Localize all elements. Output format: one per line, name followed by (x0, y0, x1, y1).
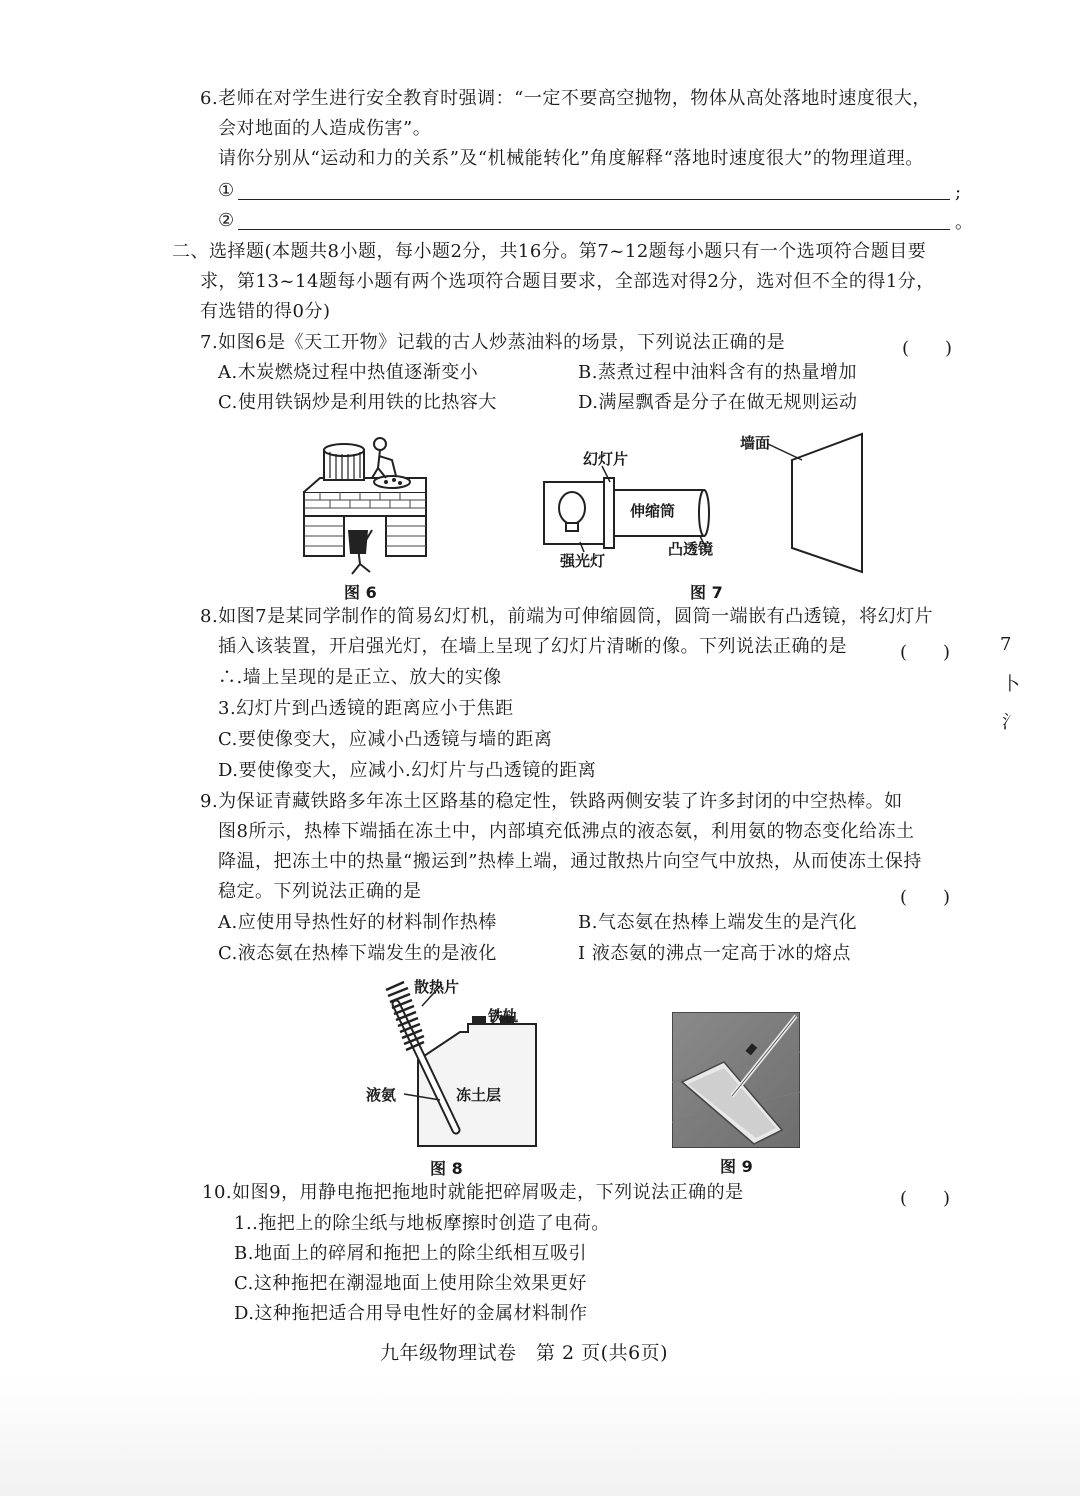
figure-7-tube-label: 伸缩筒 (630, 502, 676, 520)
q10-option-c[interactable]: C.这种拖把在潮湿地面上使用除尘效果更好 (234, 1273, 587, 1294)
q8-answer-paren[interactable]: ( ) (900, 642, 951, 663)
figure-8-heat-pipe-diagram (360, 970, 560, 1150)
figure-7-slide-label: 幻灯片 (583, 450, 629, 468)
q9-line-3: 降温，把冻土中的热量“搬运到”热棒上端，通过散热片向空气中放热，从而使冻土保持 (218, 851, 922, 872)
q10-answer-paren[interactable]: ( ) (900, 1188, 951, 1209)
q9-option-a[interactable]: A.应使用导热性好的材料制作热棒 (218, 912, 497, 933)
q9-line-2: 图8所示，热棒下端插在冻土中，内部填充低沸点的液态氨，利用氨的物态变化给冻土 (218, 821, 915, 842)
q8-option-d[interactable]: D.要使像变大，应减小.幻灯片与凸透镜的距离 (218, 760, 597, 781)
q8-line-1: 8.如图7是某同学制作的简易幻灯机，前端为可伸缩圆筒，圆筒一端嵌有凸透镜，将幻灯片 (200, 606, 934, 627)
q8-line-2: 插入该装置，开启强光灯，在墙上呈现了幻灯片清晰的像。下列说法正确的是 (218, 636, 847, 657)
section-2-heading-line-2: 求，第13~14题每小题有两个选项符合题目要求，全部选对得2分，选对但不全的得1分， (200, 271, 935, 292)
q8-option-c[interactable]: C.要使像变大，应减小凸透镜与墙的距离 (218, 729, 553, 750)
figure-7-lens-label: 凸透镜 (668, 540, 714, 558)
figure-7-caption: 图 7 (690, 583, 723, 602)
q9-line-4: 稳定。下列说法正确的是 (218, 881, 422, 902)
figure-8-fin-label: 散热片 (414, 978, 460, 996)
margin-note-1: 7 (1000, 634, 1012, 655)
figure-9-caption: 图 9 (720, 1157, 753, 1176)
q9-option-c[interactable]: C.液态氨在热棒下端发生的是液化 (218, 943, 497, 964)
q10-option-b[interactable]: B.地面上的碎屑和拖把上的除尘纸相互吸引 (234, 1243, 587, 1264)
q6-blank-2-mark: ② (218, 210, 235, 231)
margin-note-3: 氵 (1002, 712, 1020, 733)
page-bottom-shadow (0, 1380, 1080, 1496)
q9-option-b[interactable]: B.气态氨在热棒上端发生的是汽化 (578, 912, 857, 933)
figure-7-wall-label: 墙面 (740, 434, 771, 452)
margin-note-2: 卜 (1002, 674, 1020, 695)
figure-8-soil-label: 冻土层 (456, 1086, 502, 1104)
q9-answer-paren[interactable]: ( ) (900, 887, 951, 908)
page-footer: 九年级物理试卷 第 2 页(共6页) (380, 1342, 669, 1364)
figure-6-oil-frying-illustration (300, 430, 430, 575)
q7-option-a[interactable]: A.木炭燃烧过程中热值逐渐变小 (218, 362, 479, 383)
figure-9-electrostatic-mop-photo (672, 1012, 800, 1148)
q10-option-a[interactable]: 1..拖把上的除尘纸与地板摩擦时创造了电荷。 (234, 1213, 610, 1234)
q9-line-1: 9.为保证青藏铁路多年冻土区路基的稳定性，铁路两侧安装了许多封闭的中空热棒。如 (200, 791, 903, 812)
q8-option-b[interactable]: 3.幻灯片到凸透镜的距离应小于焦距 (218, 698, 514, 719)
figure-6-caption: 图 6 (344, 583, 377, 602)
q10-stem: 10.如图9，用静电拖把拖地时就能把碎屑吸走，下列说法正确的是 (202, 1182, 744, 1203)
q8-option-a[interactable]: ∴.墙上呈现的是正立、放大的实像 (218, 667, 502, 688)
section-2-heading-line-1: 二、选择题(本题共8小题，每小题2分，共16分。第7~12题每小题只有一个选项符合题目要 (172, 241, 927, 262)
q7-answer-paren[interactable]: ( ) (902, 338, 953, 359)
q6-line-2: 会对地面的人造成伤害”。 (218, 118, 432, 139)
q7-stem: 7.如图6是《天工开物》记载的古人炒蒸油料的场景，下列说法正确的是 (200, 332, 786, 353)
q7-option-b[interactable]: B.蒸煮过程中油料含有的热量增加 (578, 362, 857, 383)
q6-blank-2-end: 。 (955, 212, 974, 233)
q6-blank-1-end: ; (955, 182, 962, 203)
figure-7-lamp-label: 强光灯 (560, 552, 606, 570)
figure-8-ammonia-label: 液氨 (366, 1086, 397, 1104)
section-2-heading-line-3: 有选错的得0分) (200, 301, 331, 322)
q7-option-d[interactable]: D.满屋飘香是分子在做无规则运动 (578, 392, 858, 413)
q9-option-d[interactable]: I 液态氨的沸点一定高于冰的熔点 (578, 943, 851, 964)
q6-line-3: 请你分别从“运动和力的关系”及“机械能转化”角度解释“落地时速度很大”的物理道理。 (218, 148, 924, 169)
q6-answer-blank-1[interactable] (238, 199, 950, 200)
figure-8-rail-label: 铁轨 (488, 1007, 519, 1025)
figure-8-caption: 图 8 (430, 1159, 463, 1178)
q6-line-1: 6.老师在对学生进行安全教育时强调：“一定不要高空抛物，物体从高处落地时速度很大， (200, 88, 931, 109)
q7-option-c[interactable]: C.使用铁锅炒是利用铁的比热容大 (218, 392, 497, 413)
q6-blank-1-mark: ① (218, 180, 235, 201)
q6-answer-blank-2[interactable] (238, 229, 950, 230)
q10-option-d[interactable]: D.这种拖把适合用导电性好的金属材料制作 (234, 1303, 588, 1324)
